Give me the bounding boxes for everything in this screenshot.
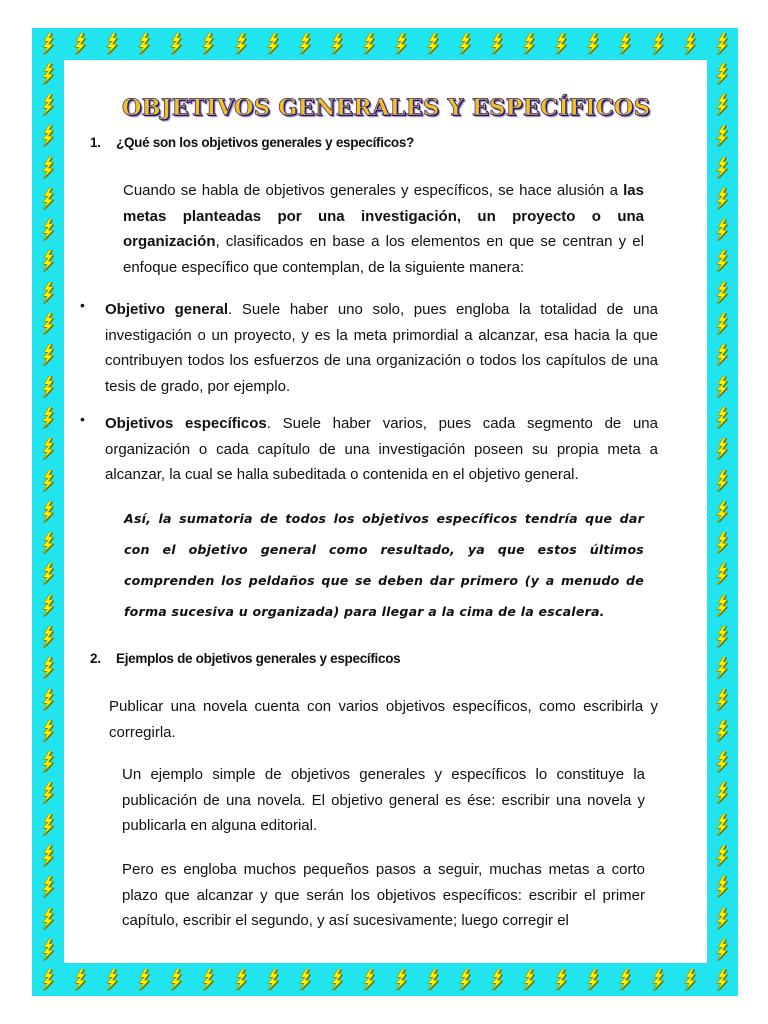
lightning-bolt-icon	[298, 33, 312, 55]
lightning-bolt-icon	[234, 969, 248, 991]
lightning-bolt-icon	[715, 657, 729, 679]
lightning-bolt-icon	[41, 188, 55, 210]
lightning-bolt-icon	[41, 939, 55, 961]
lightning-bolt-icon	[41, 969, 55, 991]
lightning-bolt-icon	[41, 407, 55, 429]
border-left	[32, 58, 64, 966]
lightning-bolt-icon	[41, 814, 55, 836]
lightning-bolt-icon	[362, 33, 376, 55]
intro-paragraph	[123, 178, 644, 280]
border-right	[706, 58, 738, 966]
lightning-bolt-icon	[41, 782, 55, 804]
section-2-heading-text: Ejemplos de objetivos generales y específicos	[116, 651, 401, 666]
lightning-bolt-icon	[362, 969, 376, 991]
border-top	[32, 28, 738, 60]
bullet-dot: •	[80, 297, 85, 313]
lightning-bolt-icon	[266, 33, 280, 55]
lightning-bolt-icon	[201, 33, 215, 55]
lightning-bolt-icon	[201, 969, 215, 991]
lightning-bolt-icon	[426, 969, 440, 991]
lightning-bolt-icon	[715, 63, 729, 85]
lightning-bolt-icon	[715, 876, 729, 898]
lightning-bolt-icon	[458, 969, 472, 991]
lightning-bolt-icon	[105, 33, 119, 55]
lightning-bolt-icon	[715, 407, 729, 429]
lightning-bolt-icon	[651, 33, 665, 55]
lightning-bolt-icon	[41, 219, 55, 241]
lightning-bolt-icon	[586, 969, 600, 991]
lightning-bolt-icon	[41, 250, 55, 272]
lightning-bolt-icon	[715, 94, 729, 116]
lightning-bolt-icon	[522, 33, 536, 55]
lightning-bolt-icon	[715, 908, 729, 930]
lightning-bolt-icon	[73, 33, 87, 55]
lightning-bolt-icon	[169, 33, 183, 55]
lightning-bolt-icon	[41, 33, 55, 55]
lightning-bolt-icon	[715, 219, 729, 241]
border-bottom	[32, 964, 738, 996]
lightning-bolt-icon	[298, 969, 312, 991]
lightning-bolt-icon	[41, 845, 55, 867]
lightning-bolt-icon	[715, 470, 729, 492]
lightning-bolt-icon	[394, 33, 408, 55]
lightning-bolt-icon	[618, 969, 632, 991]
lightning-bolt-icon	[41, 344, 55, 366]
lightning-bolt-icon	[41, 657, 55, 679]
lightning-bolt-icon	[715, 33, 729, 55]
lightning-bolt-icon	[586, 33, 600, 55]
bullet-dot: •	[80, 411, 85, 427]
lightning-bolt-icon	[41, 720, 55, 742]
lightning-bolt-icon	[41, 563, 55, 585]
lightning-bolt-icon	[715, 751, 729, 773]
lightning-bolt-icon	[715, 282, 729, 304]
lightning-bolt-icon	[554, 969, 568, 991]
lightning-bolt-icon	[715, 939, 729, 961]
lightning-bolt-icon	[41, 595, 55, 617]
lightning-bolt-icon	[169, 969, 183, 991]
lightning-bolt-icon	[715, 595, 729, 617]
highlight-quote: Así, la sumatoria de todos los objetivos específicos tendría que dar con el objetivo general como resultado, ya que estos últimos comprenden los peldaños que se deben dar primero (y a menudo de forma sucesiva u organizada) para llegar a la cima de la escalera.	[124, 511, 644, 619]
intro-text-start: Cuando se habla de objetivos generales y específicos, se hace alusión a	[123, 182, 624, 199]
lightning-bolt-icon	[41, 63, 55, 85]
lightning-bolt-icon	[715, 626, 729, 648]
example-paragraph-3: Pero es engloba muchos pequeños pasos a seguir, muchas metas a corto plazo que alcanzar y que serán los objetivos específicos: escribir el primer capítulo, escribir el segundo, y así sucesivamente; luego corregir el	[122, 861, 645, 929]
lightning-bolt-icon	[41, 751, 55, 773]
lightning-bolt-icon	[41, 689, 55, 711]
lightning-bolt-icon	[41, 626, 55, 648]
lightning-bolt-icon	[715, 969, 729, 991]
lightning-bolt-icon	[41, 125, 55, 147]
lightning-bolt-icon	[715, 125, 729, 147]
example-paragraph-2: Un ejemplo simple de objetivos generales y específicos lo constituye la publicación de una novela. El objetivo general es ése: escribir una novela y publicarla en alguna editorial.	[122, 766, 645, 834]
lightning-bolt-icon	[522, 969, 536, 991]
lightning-bolt-icon	[41, 876, 55, 898]
bullet-term: Objetivo general	[105, 301, 229, 318]
lightning-bolt-icon	[715, 689, 729, 711]
page-title-text: OBJETIVOS GENERALES Y ESPECÍFICOS	[121, 95, 651, 121]
lightning-bolt-icon	[41, 376, 55, 398]
lightning-bolt-icon	[715, 845, 729, 867]
lightning-bolt-icon	[137, 33, 151, 55]
lightning-bolt-icon	[41, 438, 55, 460]
lightning-bolt-icon	[41, 157, 55, 179]
bullet-term: Objetivos específicos	[105, 415, 267, 432]
bullet-text: . Suele haber uno solo, pues engloba la totalidad de una investigación o un proyecto, y es la meta primordial a alcanzar, esa hacia la que contribuyen todos los esfuerzos de una organización o todos los capítulos de una tesis de grado, por ejemplo.	[105, 301, 658, 395]
lightning-bolt-icon	[715, 532, 729, 554]
lightning-bolt-icon	[715, 720, 729, 742]
lightning-bolt-icon	[41, 313, 55, 335]
lightning-bolt-icon	[618, 33, 632, 55]
bullet-text: . Suele haber varios, pues cada segmento de una organización o cada capítulo de una investigación poseen su propia meta a alcanzar, la cual se halla subeditada o contenida en el objetivo general.	[105, 415, 658, 483]
section-1-heading-text: ¿Qué son los objetivos generales y específicos?	[116, 135, 415, 150]
lightning-bolt-icon	[715, 188, 729, 210]
lightning-bolt-icon	[715, 344, 729, 366]
lightning-bolt-icon	[41, 282, 55, 304]
lightning-bolt-icon	[715, 782, 729, 804]
lightning-bolt-icon	[41, 501, 55, 523]
lightning-bolt-icon	[458, 33, 472, 55]
section-1-heading	[90, 135, 414, 150]
lightning-bolt-icon	[41, 94, 55, 116]
lightning-bolt-icon	[41, 470, 55, 492]
lightning-bolt-icon	[137, 969, 151, 991]
example-paragraph-1: Publicar una novela cuenta con varios objetivos específicos, como escribirla y corregirla.	[109, 698, 658, 741]
lightning-bolt-icon	[73, 969, 87, 991]
lightning-bolt-icon	[715, 501, 729, 523]
lightning-bolt-icon	[715, 376, 729, 398]
lightning-bolt-icon	[105, 969, 119, 991]
lightning-bolt-icon	[234, 33, 248, 55]
bullet-objetivo-general	[105, 297, 658, 399]
lightning-bolt-icon	[715, 313, 729, 335]
lightning-bolt-icon	[715, 563, 729, 585]
lightning-bolt-icon	[683, 33, 697, 55]
section-2-number: 2.	[90, 651, 101, 666]
lightning-bolt-icon	[715, 157, 729, 179]
lightning-bolt-icon	[330, 969, 344, 991]
page-title	[72, 86, 700, 123]
section-1-number: 1.	[90, 135, 101, 150]
lightning-bolt-icon	[330, 33, 344, 55]
lightning-bolt-icon	[426, 33, 440, 55]
lightning-bolt-icon	[41, 532, 55, 554]
lightning-bolt-icon	[394, 969, 408, 991]
lightning-bolt-icon	[41, 908, 55, 930]
lightning-bolt-icon	[651, 969, 665, 991]
intro-text-end: , clasificados en base a los elementos en que se centran y el enfoque específico que contemplan, de la siguiente manera:	[123, 233, 644, 276]
intro-emphasis: las metas planteadas por una investigación, un proyecto o una organización	[123, 182, 644, 250]
lightning-bolt-icon	[490, 33, 504, 55]
lightning-bolt-icon	[715, 814, 729, 836]
lightning-bolt-icon	[490, 969, 504, 991]
lightning-bolt-icon	[554, 33, 568, 55]
lightning-bolt-icon	[715, 438, 729, 460]
section-2-heading	[90, 651, 400, 666]
lightning-bolt-icon	[266, 969, 280, 991]
bullet-objetivos-especificos	[105, 411, 658, 488]
lightning-bolt-icon	[683, 969, 697, 991]
lightning-bolt-icon	[715, 250, 729, 272]
